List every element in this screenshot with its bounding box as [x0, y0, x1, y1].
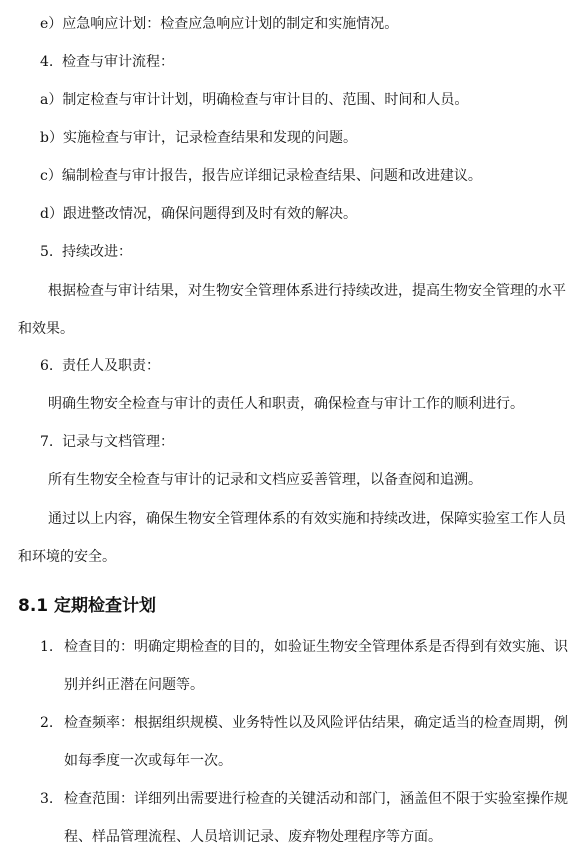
section-5-paragraph: 根据检查与审计结果，对生物安全管理体系进行持续改进，提高生物安全管理的水平和效果。 — [18, 283, 566, 337]
list-item — [40, 628, 575, 704]
list-item-text: 检查范围：详细列出需要进行检查的关键活动和部门，涵盖但不限于实验室操作规程、样品管理流程、人员培训记录、废弃物处理程序等方面。 — [64, 791, 568, 845]
section-7-paragraph: 所有生物安全检查与审计的记录和文档应妥善管理，以备查阅和追溯。 — [48, 472, 482, 488]
section-6-label: 责任人及职责： — [62, 358, 160, 374]
list-item — [40, 704, 575, 780]
list-item-number: 1. — [40, 639, 54, 655]
summary-paragraph: 通过以上内容，确保生物安全管理体系的有效实施和持续改进，保障实验室工作人员和环境的安全。 — [18, 511, 566, 565]
section-4-number: 4. — [40, 54, 54, 70]
item-c: c）编制检查与审计报告，报告应详细记录检查结果、问题和改进建议。 — [40, 168, 482, 184]
section-6-number: 6. — [40, 358, 54, 374]
section-7-number: 7. — [40, 434, 54, 450]
section-4-label: 检查与审计流程： — [62, 54, 174, 70]
list-item-text: 检查频率：根据组织规模、业务特性以及风险评估结果，确定适当的检查周期，例如每季度一次或每年一次。 — [64, 715, 568, 769]
list-item-text: 检查目的：明确定期检查的目的，如验证生物安全管理体系是否得到有效实施、识别并纠正潜在问题等。 — [64, 639, 568, 693]
section-5-label: 持续改进： — [62, 244, 132, 260]
section-5-title — [40, 242, 132, 262]
list-item — [40, 780, 575, 856]
section-7-label: 记录与文档管理： — [62, 434, 174, 450]
section-5-number: 5. — [40, 244, 54, 260]
section-4-title — [40, 52, 174, 72]
section-6-title — [40, 356, 160, 376]
section-7-title — [40, 432, 174, 452]
item-d: d）跟进整改情况，确保问题得到及时有效的解决。 — [40, 206, 357, 222]
item-b: b）实施检查与审计，记录检查结果和发现的问题。 — [40, 130, 357, 146]
section-heading: 8.1 定期检查计划 — [18, 596, 157, 616]
list-item-number: 3. — [40, 791, 54, 807]
section-6-paragraph: 明确生物安全检查与审计的责任人和职责，确保检查与审计工作的顺利进行。 — [48, 396, 524, 412]
item-a: a）制定检查与审计计划，明确检查与审计目的、范围、时间和人员。 — [40, 92, 469, 108]
item-e: e）应急响应计划：检查应急响应计划的制定和实施情况。 — [40, 16, 399, 32]
list-item-number: 2. — [40, 715, 54, 731]
